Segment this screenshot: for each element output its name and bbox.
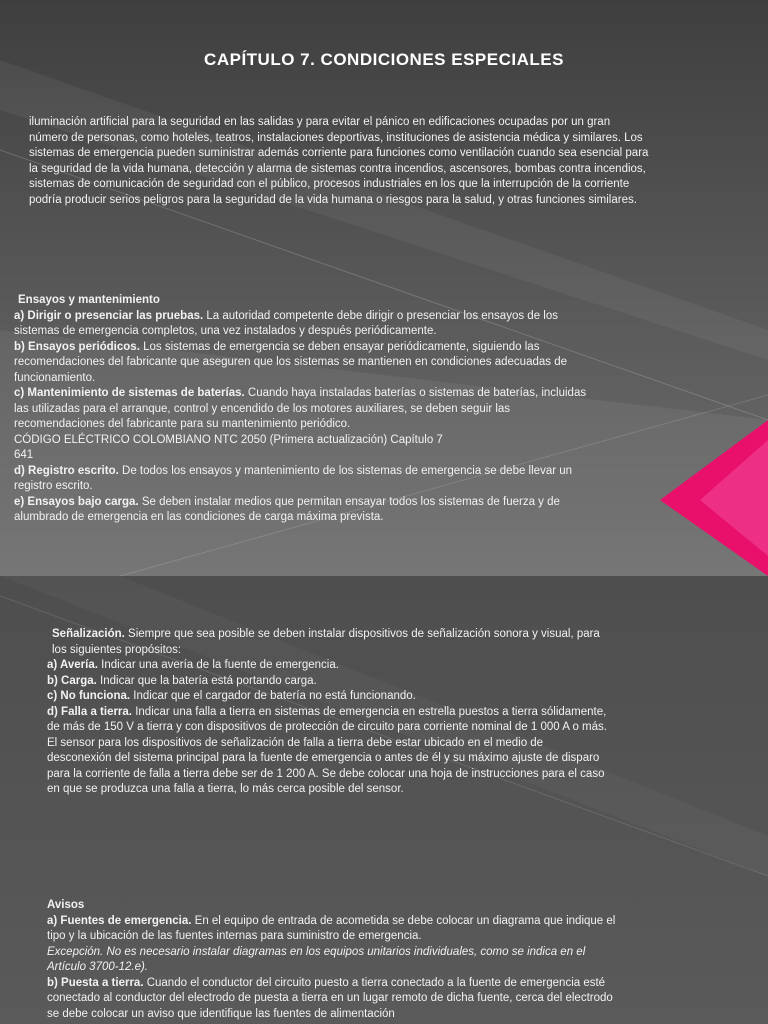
ensayos-item-c (14, 386, 594, 433)
item-label: a) Dirigir o presenciar las pruebas. (14, 309, 204, 322)
chapter-title: CAPÍTULO 7. CONDICIONES ESPECIALES (204, 50, 564, 69)
code-reference: CÓDIGO ELÉCTRICO COLOMBIANO NTC 2050 (Primera actualización) Capítulo 7 (14, 433, 443, 446)
ensayos-heading: Ensayos y mantenimiento (18, 294, 160, 306)
avisos-item-a (47, 914, 622, 945)
ensayos-item-d (14, 464, 594, 495)
avisos-item-b (47, 976, 622, 1023)
ensayos-item-e (14, 495, 594, 526)
item-label: b) Puesta a tierra. (47, 976, 144, 989)
page-number: 641 (14, 449, 34, 461)
senal-item-a (47, 658, 607, 674)
senalizacion-section (47, 627, 607, 798)
senal-item-d (47, 705, 607, 798)
ensayos-item-b (14, 340, 594, 387)
senalizacion-text: Siempre que sea posible se deben instalar dispositivos de señalización sonora y visual, para los siguientes propósitos: (52, 628, 600, 656)
item-text: Se deben instalar medios que permitan ensayar todos los sistemas de fuerza y de alumbrado de emergencia en las condiciones de carga máxima prevista. (14, 495, 560, 523)
avisos-heading: Avisos (47, 899, 85, 911)
item-label: d) Falla a tierra. (47, 705, 133, 718)
item-text: De todos los ensayos y mantenimiento de los sistemas de emergencia se debe llevar un registro escrito. (14, 464, 573, 492)
ensayos-section (14, 293, 594, 526)
ensayos-item-a (14, 309, 594, 340)
item-text: Los sistemas de emergencia se deben ensayar periódicamente, siguiendo las recomendaciones del fabricante que aseguren que los sistemas se mantienen en condiciones adecuadas de funcionamiento. (14, 340, 567, 384)
item-text: En el equipo de entrada de acometida se debe colocar un diagrama que indique el tipo y la ubicación de las fuentes internas para suministro de emergencia. (47, 914, 616, 942)
item-label: e) Ensayos bajo carga. (14, 495, 139, 508)
item-text: Indicar que el cargador de batería no está funcionando. (130, 690, 416, 702)
item-label: a) Avería. (47, 659, 98, 671)
item-label: b) Carga. (47, 674, 97, 687)
item-text: Cuando haya instaladas baterías o sistemas de baterías, incluidas las utilizadas para el arranque, control y encendido de los motores auxiliares, se deben seguir las recomendaciones del fabricante para su mantenimiento periódico. (14, 387, 587, 430)
intro-paragraph: iluminación artificial para la seguridad en las salidas y para evitar el pánico en edificaciones ocupadas por un gran número de personas, como hoteles, teatros, instalaciones deportivas, instituciones de asistencia médica y similares. Los sistemas de emergencia pueden suministrar además corriente para funciones como ventilación cuando sea esencial para la seguridad de la vida humana, detección y alarma de sistemas contra incendios, ascensores, bombas contra incendios, sistemas de comunicación de seguridad con el público, procesos industriales en los que la interrupción de la corriente podría producir serios peligros para la seguridad de la vida humana o riesgos para la salud, y otras funciones similares. (29, 116, 649, 206)
item-label: c) Mantenimiento de sistemas de baterías. (14, 387, 245, 399)
item-label: b) Ensayos periódicos. (14, 340, 140, 353)
senalizacion-intro (47, 627, 607, 658)
item-label: d) Registro escrito. (14, 464, 119, 477)
senalizacion-label: Señalización. (52, 628, 125, 640)
item-text: La autoridad competente debe dirigir o presenciar los ensayos de los sistemas de emergencia completos, una vez instalados y después periódicamente. (14, 309, 558, 337)
item-label: a) Fuentes de emergencia. (47, 914, 192, 927)
item-text: Cuando el conductor del circuito puesto a tierra conectado a la fuente de emergencia esté conectado al conductor del electrodo de puesta a tierra en un lugar remoto de dicha fuente, cerca del electrodo se debe colocar un aviso que identifique las fuentes de alimentación (47, 976, 613, 1020)
slide-2 (0, 576, 768, 1024)
item-text: Indicar una avería de la fuente de emergencia. (97, 659, 339, 671)
item-text: Indicar una falla a tierra en sistemas de emergencia en estrella puestos a tierra sólidamente, de más de 150 V a tierra y con dispositivos de protección de circuito para corriente nominal de 1 000 A o más. El sensor para los dispositivos de señalización de falla a tierra debe estar ubicado en el medio de desconexión del sistema principal para la fuente de emergencia o antes de él y su máximo ajuste de disparo para la corriente de falla a tierra debe ser de 1 200 A. Se debe colocar una hoja de instrucciones para el caso en que se produzca una falla a tierra, lo más cerca posible del sensor. (47, 705, 607, 795)
senal-item-b (47, 674, 607, 690)
senal-item-c (47, 689, 607, 705)
excepcion-note: Excepción. No es necesario instalar diagramas en los equipos unitarios individuales, como se indica en el Artículo 3700-12.e). (47, 945, 586, 973)
item-label: c) No funciona. (47, 690, 131, 702)
avisos-section (47, 898, 622, 1022)
item-text: Indicar que la batería está portando carga. (96, 674, 317, 687)
